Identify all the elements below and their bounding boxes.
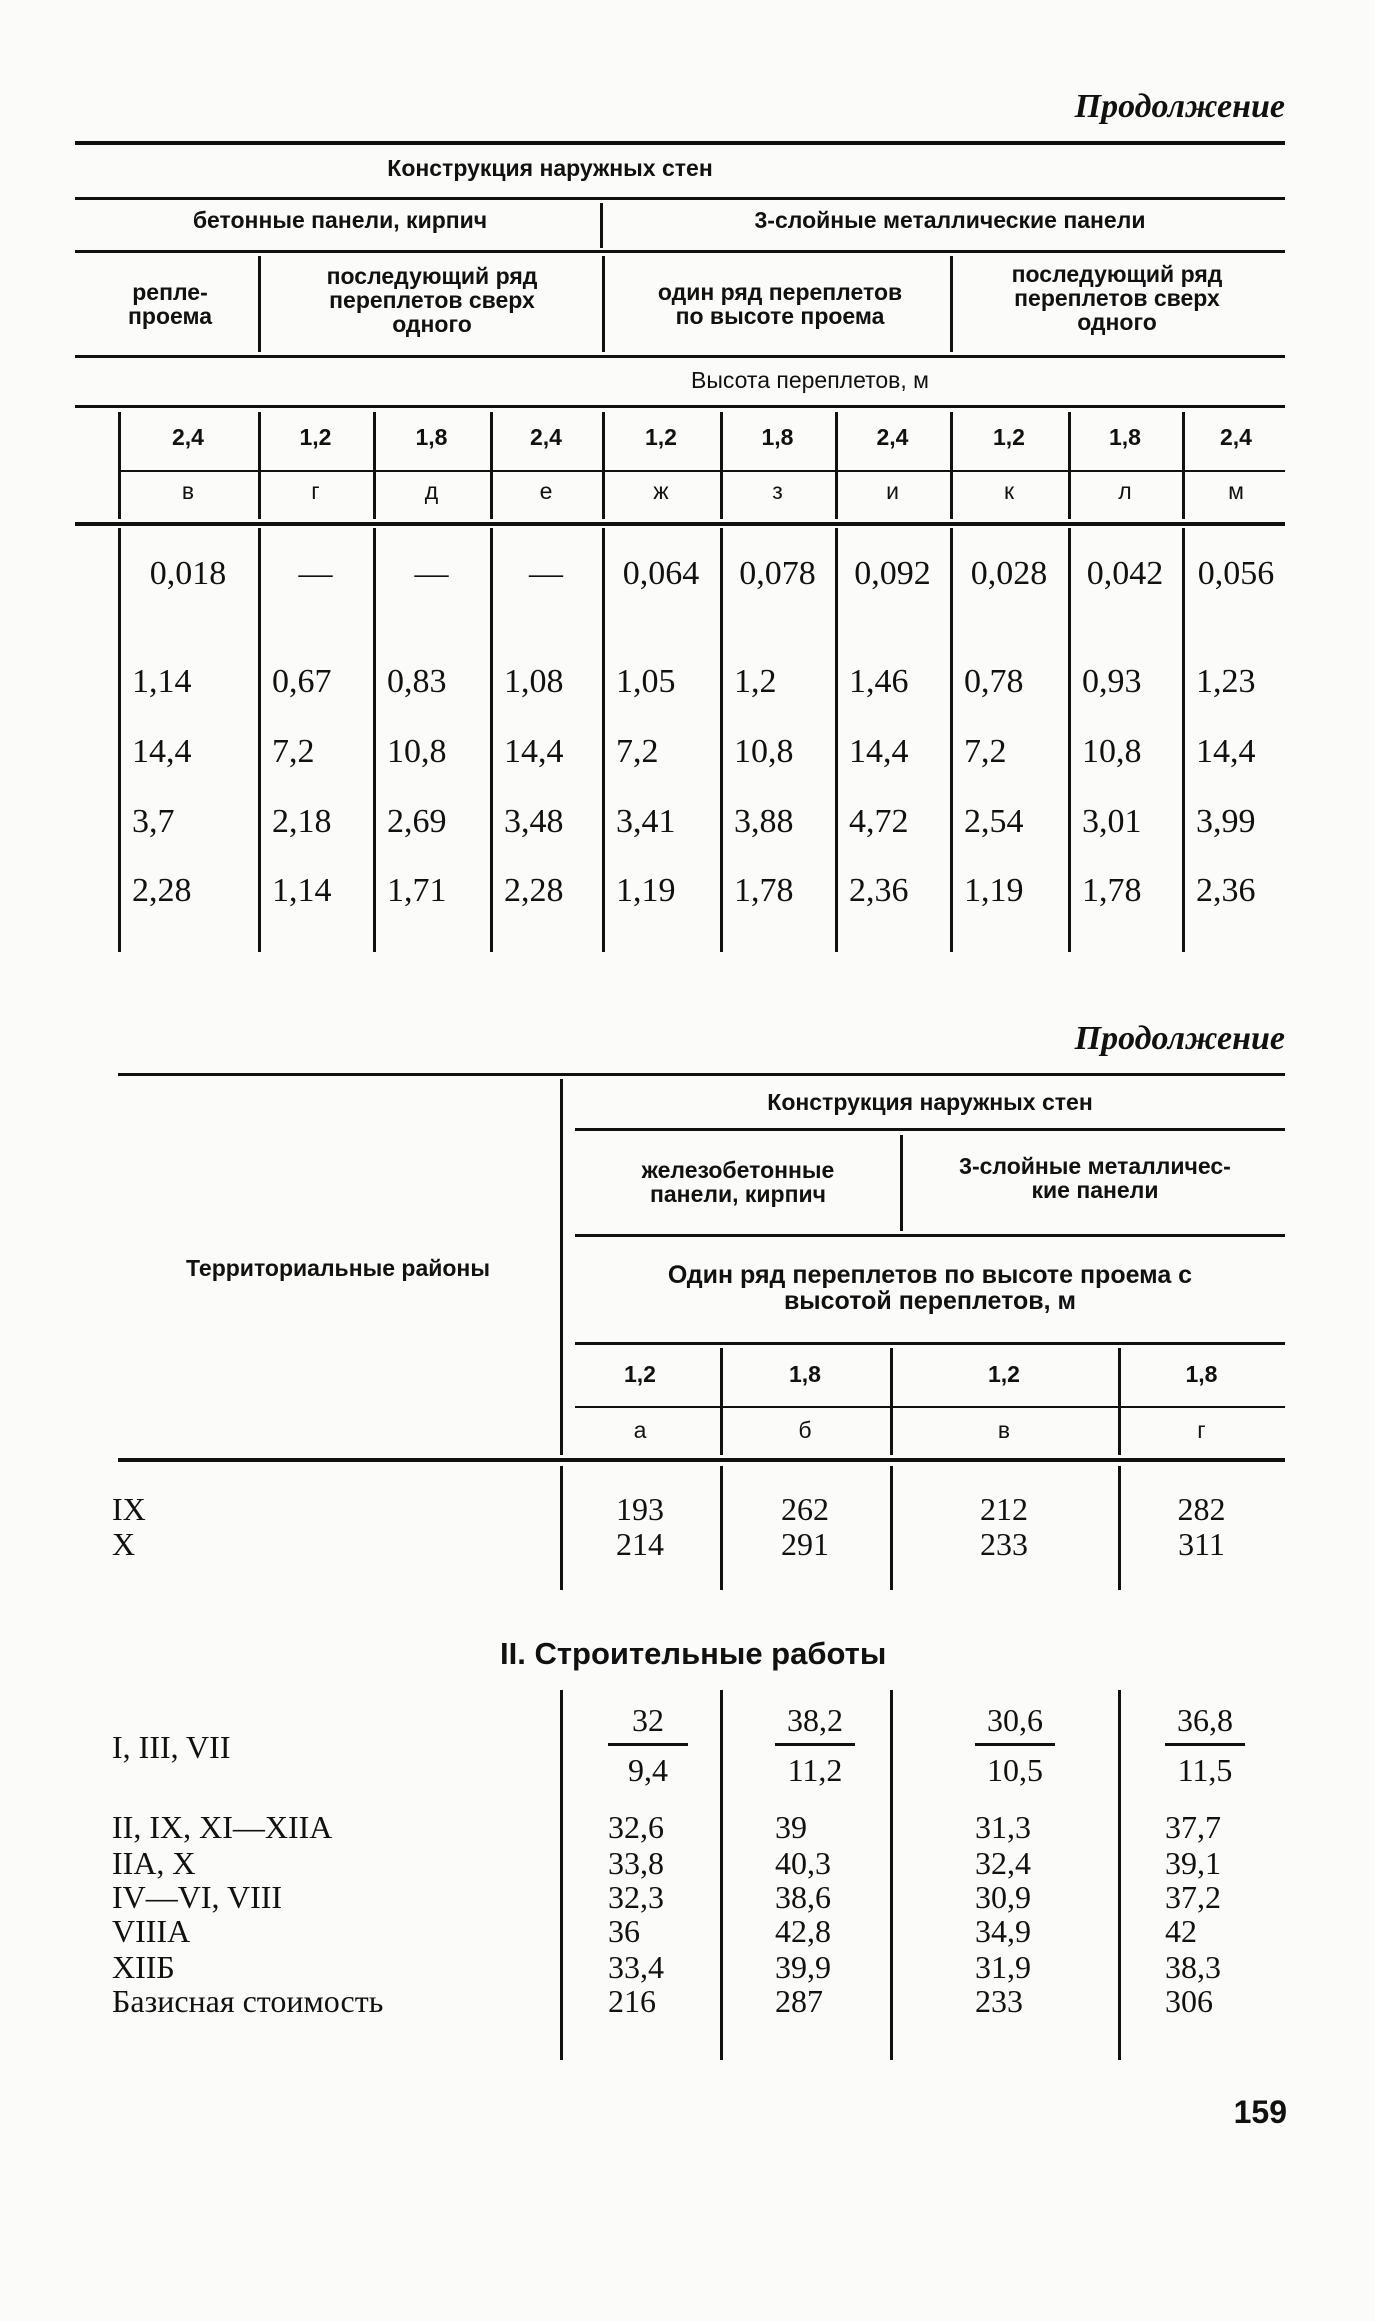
table-cell: 0,028 [970, 555, 1048, 592]
table2-group-right: 3-слойные металличес- кие панели [959, 1153, 1231, 1203]
rule [258, 256, 261, 352]
rule [75, 197, 1285, 200]
region-label: IIА, X [112, 1845, 196, 1881]
height-value: 2,4 [172, 424, 204, 450]
height-value: 1,8 [1109, 424, 1141, 450]
table-cell: 0,67 [272, 663, 332, 700]
rule [118, 470, 1285, 472]
table-cell: 7,2 [964, 733, 1007, 770]
table-cell: 0,018 [149, 555, 227, 592]
table-cell: 2,36 [849, 872, 909, 909]
fraction-cell [608, 1702, 688, 1789]
table-cell: 2,28 [132, 872, 192, 909]
numerator: 30,6 [975, 1702, 1055, 1746]
column-letter: и [886, 478, 899, 504]
numerator: 32 [608, 1702, 688, 1746]
table1-subheader-4: последующий ряд переплетов сверх одного [1011, 261, 1223, 335]
table2-group-left: железобетонные панели, кирпич [641, 1157, 835, 1207]
rule [600, 203, 603, 248]
table-cell: 1,14 [132, 663, 192, 700]
table-cell: 38,3 [1165, 1949, 1221, 1985]
table-cell: 0,78 [964, 663, 1024, 700]
table-cell: 0,092 [854, 555, 931, 592]
column-letter: м [1228, 478, 1244, 504]
table-cell: 14,4 [849, 733, 909, 770]
region-label: IV—VI, VIII [112, 1879, 283, 1915]
table-cell: 214 [616, 1526, 664, 1562]
table1-subheader-3: один ряд переплетов по высоте проема [657, 279, 903, 329]
section-title: II. Строительные работы [500, 1636, 887, 1671]
fraction-cell [1165, 1702, 1245, 1789]
table-cell: 39 [775, 1809, 807, 1845]
table-cell: 311 [1178, 1526, 1225, 1562]
denominator: 11,2 [787, 1752, 843, 1788]
table-cell: 1,78 [734, 872, 794, 909]
numerator: 38,2 [775, 1702, 855, 1746]
table-cell: 4,72 [849, 803, 909, 840]
table-cell: 38,6 [775, 1879, 831, 1915]
table-cell: 31,9 [975, 1949, 1031, 1985]
table2-caption: Продолжение [1074, 1020, 1285, 1057]
table-cell: — [529, 555, 563, 592]
table-cell: 10,8 [387, 733, 447, 770]
column-letter: к [1003, 478, 1015, 504]
table-cell: 37,2 [1165, 1879, 1221, 1915]
table-cell: 7,2 [272, 733, 315, 770]
table-cell: 1,14 [272, 872, 332, 909]
rule [560, 1079, 563, 1455]
table-cell: 14,4 [1196, 733, 1256, 770]
table-cell: — [298, 555, 333, 592]
table-cell: 3,88 [734, 803, 794, 840]
table-cell: 42,8 [775, 1913, 831, 1949]
height-value: 1,2 [988, 1361, 1020, 1387]
region-label: I, III, VII [112, 1729, 231, 1765]
table-cell: 306 [1165, 1983, 1213, 2019]
column-letter: а [633, 1417, 647, 1443]
table-cell: 40,3 [775, 1845, 831, 1881]
table-cell: 262 [781, 1491, 829, 1527]
rule [75, 250, 1285, 253]
denominator: 9,4 [628, 1752, 668, 1788]
rule [900, 1135, 903, 1231]
table-cell: — [414, 555, 449, 592]
rule [575, 1406, 1285, 1408]
height-value: 2,4 [530, 424, 562, 450]
column-letter: з [772, 478, 783, 504]
table-cell: 30,9 [975, 1879, 1031, 1915]
table-cell: 33,4 [608, 1949, 664, 1985]
region-label: IX [112, 1491, 146, 1527]
table-cell: 39,1 [1165, 1845, 1221, 1881]
region-label: Базисная стоимость [112, 1983, 384, 2019]
table-cell: 1,2 [734, 663, 777, 700]
table1-group-right: 3-слойные металлические панели [754, 207, 1146, 233]
rule [118, 1458, 1285, 1462]
rule [890, 1690, 893, 2060]
column-letter: л [1118, 478, 1132, 504]
table-cell: 10,8 [1082, 733, 1142, 770]
rule [602, 256, 605, 352]
fraction-cell [975, 1702, 1055, 1789]
table-cell: 3,7 [132, 803, 175, 840]
height-value: 1,2 [993, 424, 1025, 450]
table-cell: 3,41 [616, 803, 676, 840]
table1-height-label: Высота переплетов, м [691, 367, 929, 393]
table-cell: 42 [1165, 1913, 1197, 1949]
rule [575, 1128, 1285, 1131]
table-cell: 2,69 [387, 803, 447, 840]
table-cell: 32,3 [608, 1879, 664, 1915]
height-value: 1,2 [645, 424, 677, 450]
table-cell: 1,08 [504, 663, 564, 700]
column-letter: г [1197, 1417, 1206, 1443]
denominator: 11,5 [1177, 1752, 1233, 1788]
rule [75, 405, 1285, 408]
rule [720, 1690, 723, 2060]
table-cell: 34,9 [975, 1913, 1031, 1949]
height-value: 1,8 [415, 424, 448, 450]
table-cell: 212 [980, 1491, 1028, 1527]
table-cell: 1,71 [387, 872, 447, 909]
table1-caption: Продолжение [1074, 88, 1285, 125]
table-cell: 2,18 [272, 803, 332, 840]
table-cell: 37,7 [1165, 1809, 1221, 1845]
fraction-cell [775, 1702, 855, 1789]
height-value: 1,8 [761, 424, 794, 450]
table-cell: 3,01 [1082, 803, 1142, 840]
rule [950, 256, 953, 352]
table-cell: 0,064 [622, 555, 700, 592]
column-letter: в [997, 1417, 1011, 1443]
page-number: 159 [1233, 2094, 1287, 2130]
column-letter: ж [653, 478, 669, 504]
table1-subheader-1: репле- проема [128, 279, 212, 329]
denominator: 10,5 [987, 1752, 1043, 1788]
table2-stub-header: Территориальные районы [186, 1255, 490, 1281]
table-cell: 32,6 [608, 1809, 664, 1845]
table-cell: 2,28 [504, 872, 564, 909]
column-letter: е [539, 478, 553, 504]
table-cell: 2,36 [1196, 872, 1256, 909]
column-letter: г [311, 478, 320, 504]
height-value: 1,8 [789, 1361, 821, 1387]
table-cell: 1,19 [616, 872, 676, 909]
table-cell: 0,078 [739, 555, 816, 592]
rule [575, 1342, 1285, 1345]
rule [75, 522, 1285, 526]
table-cell: 31,3 [975, 1809, 1031, 1845]
table-cell: 233 [980, 1526, 1028, 1562]
table2-header-top: Конструкция наружных стен [767, 1089, 1093, 1115]
numerator: 36,8 [1165, 1702, 1245, 1746]
table-cell: 10,8 [734, 733, 794, 770]
table-cell: 0,83 [387, 663, 447, 700]
height-value: 2,4 [876, 424, 909, 450]
region-label: X [112, 1526, 136, 1562]
table-cell: 0,056 [1197, 555, 1275, 592]
table1-header-top: Конструкция наружных стен [387, 155, 713, 181]
table-cell: 39,9 [775, 1949, 831, 1985]
table-cell: 1,19 [964, 872, 1024, 909]
table-cell: 14,4 [132, 733, 192, 770]
region-label: XIIБ [112, 1949, 175, 1985]
table-cell: 3,48 [504, 803, 564, 840]
table-cell: 33,8 [608, 1845, 664, 1881]
region-label: VIIIА [112, 1913, 191, 1949]
table1-subheader-2: последующий ряд переплетов сверх одного [326, 263, 538, 337]
table-cell: 216 [608, 1983, 656, 2019]
height-value: 1,8 [1185, 1361, 1218, 1387]
rule [1118, 1690, 1121, 2060]
height-value: 1,2 [299, 424, 332, 450]
table-cell: 2,54 [964, 803, 1024, 840]
table1-group-left: бетонные панели, кирпич [192, 207, 488, 233]
table-cell: 193 [616, 1491, 664, 1527]
table-cell: 32,4 [975, 1845, 1031, 1881]
height-value: 2,4 [1220, 424, 1252, 450]
column-letter: б [798, 1417, 812, 1443]
column-letter: д [424, 478, 439, 504]
table-cell: 7,2 [616, 733, 659, 770]
rule [560, 1690, 563, 2060]
table-cell: 14,4 [504, 733, 564, 770]
rule [118, 1073, 1285, 1076]
column-letter: в [181, 478, 195, 504]
region-label: II, IX, XI—XIIА [112, 1809, 333, 1845]
table-cell: 3,99 [1196, 803, 1256, 840]
table2-sub-header: Один ряд переплетов по высоте проема с высотой переплетов, м [667, 1261, 1193, 1315]
table-cell: 1,23 [1196, 663, 1256, 700]
table-cell: 282 [1177, 1491, 1226, 1527]
rule [75, 355, 1285, 358]
height-value: 1,2 [624, 1361, 656, 1387]
table-cell: 287 [775, 1983, 823, 2019]
table-cell: 233 [975, 1983, 1023, 2019]
table-cell: 0,93 [1082, 663, 1142, 700]
table-cell: 1,46 [849, 663, 909, 700]
table-cell: 0,042 [1086, 555, 1164, 592]
rule [575, 1234, 1285, 1237]
table-cell: 36 [608, 1913, 640, 1949]
rule [75, 141, 1285, 145]
table-cell: 291 [781, 1526, 829, 1562]
table-cell: 1,78 [1082, 872, 1142, 909]
table-cell: 1,05 [616, 663, 676, 700]
